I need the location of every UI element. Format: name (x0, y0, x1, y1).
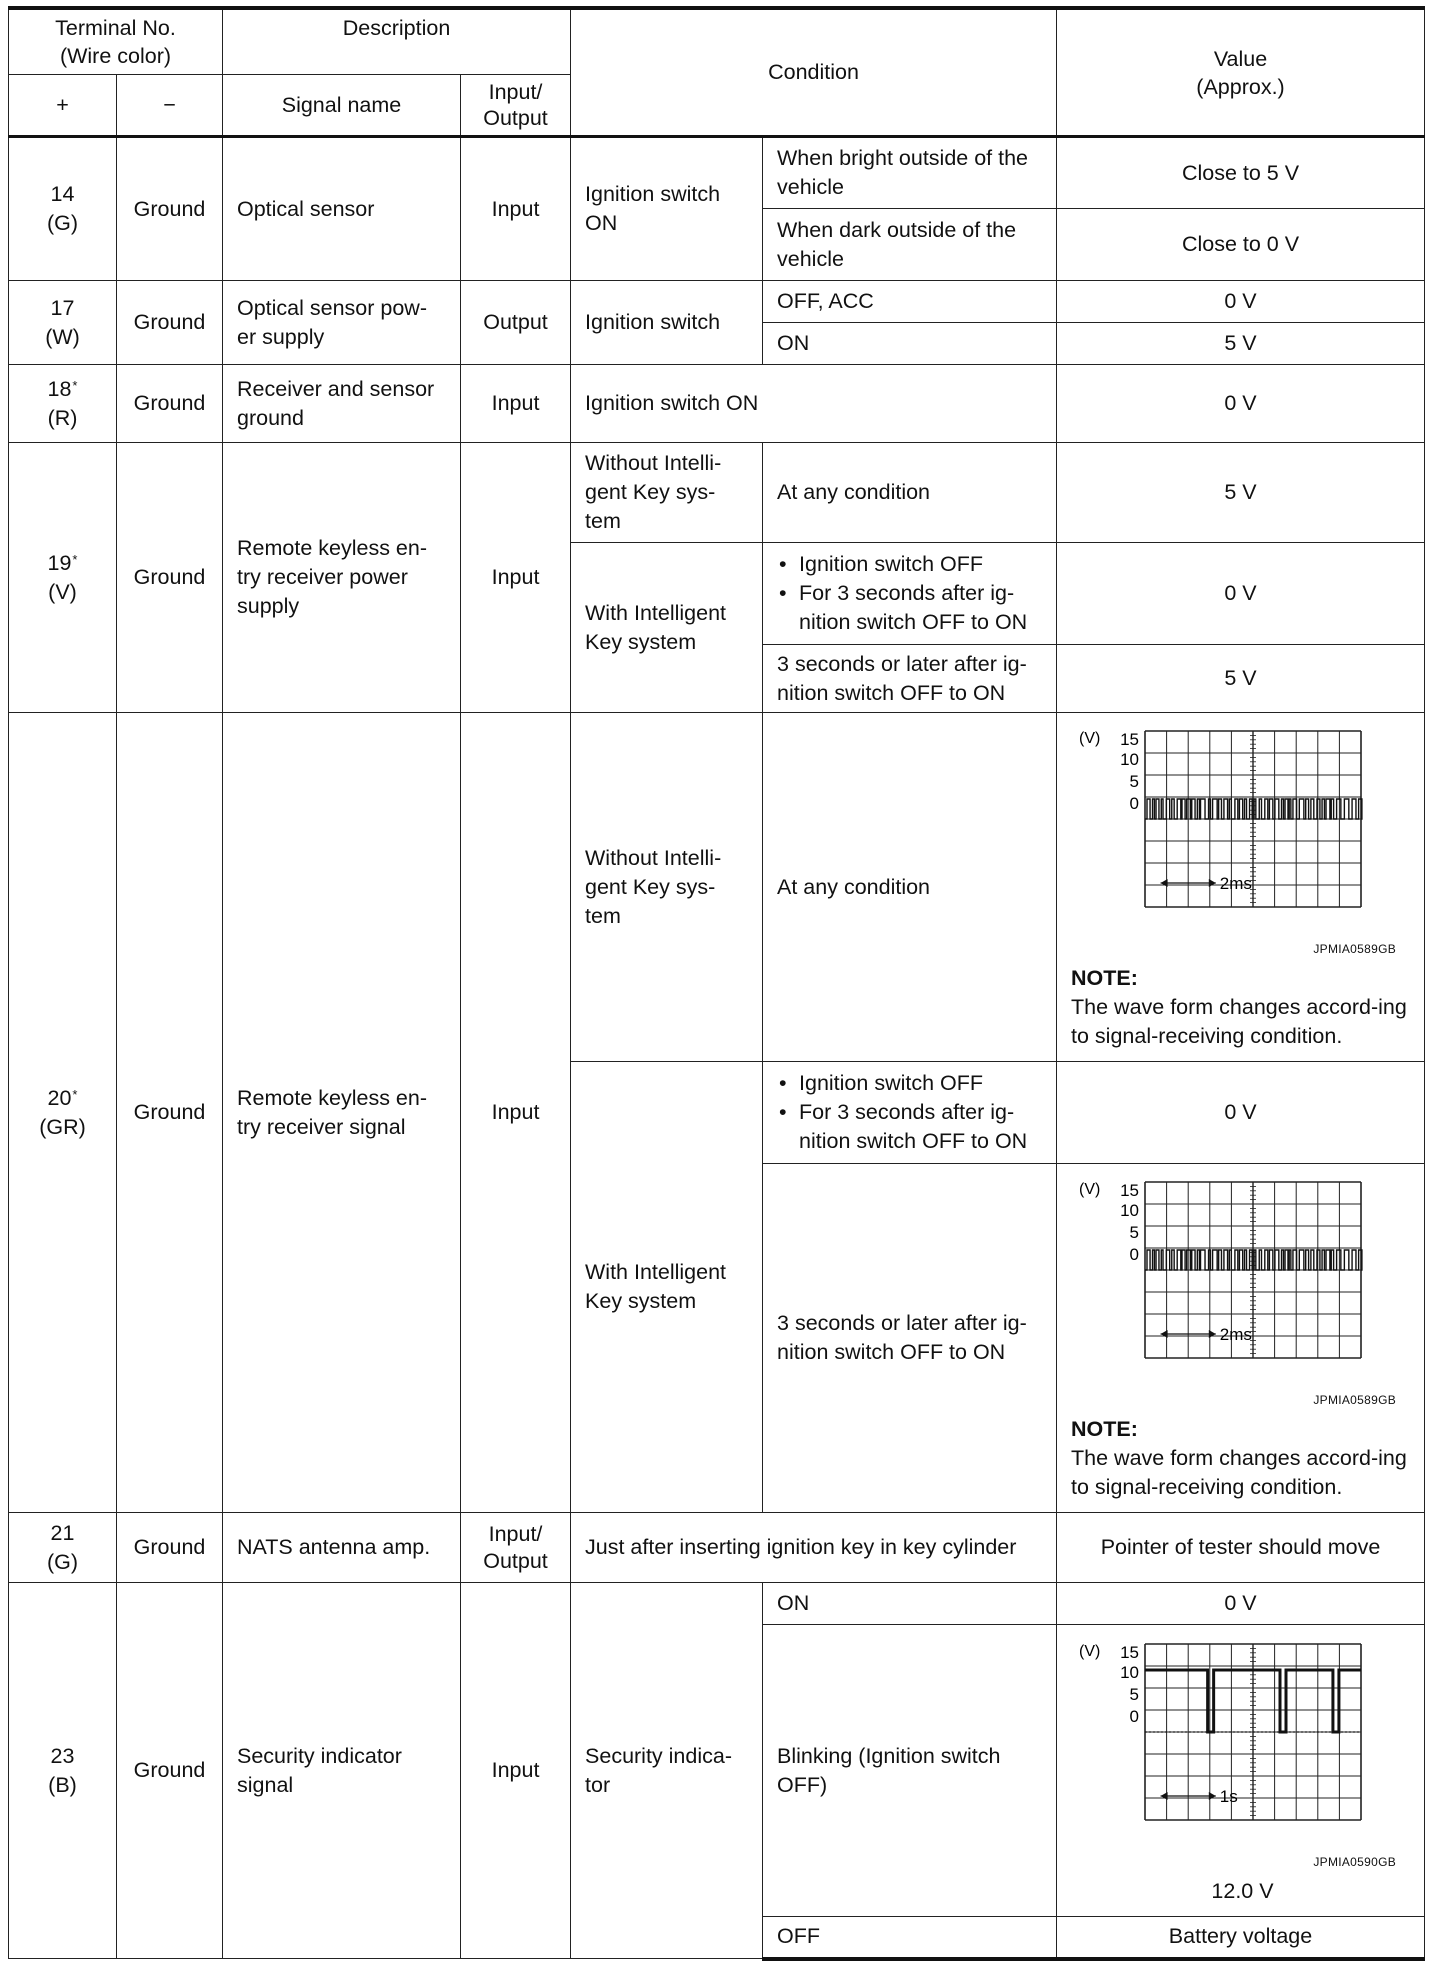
bullet-list (777, 1069, 1042, 1156)
io-cell (461, 1513, 571, 1583)
header-value-label: Value (1213, 46, 1268, 71)
condition-sub: At any condition (763, 713, 1057, 1062)
header-condition (571, 8, 1057, 137)
note-title: NOTE: (1071, 966, 1138, 990)
list-item: • Ignition switch OFF (777, 1069, 1042, 1098)
ground-cell: Ground (117, 281, 223, 365)
y-tick-label: 5 (1129, 1223, 1140, 1242)
list-item: • For 3 seconds after ig-nition switch OFF to ON (777, 1098, 1042, 1156)
header-plus-label: + (56, 92, 69, 117)
signal-name: Optical sensor pow-er supply (223, 281, 461, 365)
arrow-head-left (1161, 1330, 1168, 1338)
condition-sub: ON (763, 1583, 1057, 1625)
y-tick-label: 0 (1129, 1707, 1140, 1726)
condition-main: Ignition switch ON (571, 137, 763, 281)
terminal-cell (9, 365, 117, 443)
terminal-number: 21 (50, 1520, 75, 1545)
condition-main: With Intelligent Key system (571, 543, 763, 713)
list-item: • Ignition switch OFF (777, 550, 1042, 579)
note-title: NOTE: (1071, 1417, 1138, 1441)
condition-main: Without Intelli-gent Key sys-tem (571, 713, 763, 1062)
y-tick-label: 5 (1129, 1685, 1140, 1704)
header-signal-name-label: Signal name (281, 92, 402, 117)
header-minus-label: − (163, 92, 176, 117)
timebase-label: 2ms (1219, 1325, 1252, 1344)
signal-name: Optical sensor (223, 137, 461, 281)
ground-cell: Ground (117, 1513, 223, 1583)
terminal-number: 23 (50, 1743, 75, 1768)
condition-sub: At any condition (763, 443, 1057, 543)
table-row (9, 137, 1425, 209)
condition-sub: OFF (763, 1917, 1057, 1959)
value-cell: 0 V (1057, 281, 1425, 323)
table-row (9, 281, 1425, 323)
y-unit-label: (V) (1079, 1181, 1101, 1198)
value-cell: Close to 5 V (1057, 137, 1425, 209)
condition-main: Without Intelli-gent Key sys-tem (571, 443, 763, 543)
header-description (223, 8, 571, 75)
terminal-cell (9, 443, 117, 713)
condition-main: Just after inserting ignition key in key cylinder (571, 1513, 1057, 1583)
y-tick-label: 15 (1120, 1181, 1140, 1200)
value-cell (1057, 1164, 1425, 1513)
timebase-label: 1s (1219, 1787, 1238, 1806)
header-wire-color-label: (Wire color) (59, 44, 172, 68)
arrow-head-right (1209, 1792, 1216, 1800)
io-cell: Input (461, 137, 571, 281)
y-tick-label: 15 (1120, 1643, 1140, 1662)
header-terminal-no (9, 8, 223, 75)
header-plus (9, 75, 117, 137)
y-tick-label: 10 (1120, 750, 1140, 769)
io-cell: Input (461, 365, 571, 443)
condition-main: With Intelligent Key system (571, 1062, 763, 1513)
wire-color: (V) (48, 579, 77, 604)
arrow-head-right (1209, 1330, 1216, 1338)
signal-name: Remote keyless en-try receiver signal (223, 713, 461, 1513)
terminal-cell (9, 281, 117, 365)
waveform-a-svg (1071, 721, 1411, 941)
terminal-cell (9, 713, 117, 1513)
y-tick-label: 10 (1120, 1201, 1140, 1220)
io-cell: Input (461, 713, 571, 1513)
ground-cell: Ground (117, 365, 223, 443)
table-row (9, 443, 1425, 543)
value-cell: 0 V (1057, 365, 1425, 443)
header-condition-label: Condition (768, 60, 859, 84)
wire-color: (R) (47, 405, 78, 430)
waveform-figure (1071, 1634, 1411, 1854)
table-row (9, 713, 1425, 1062)
terminal-number: 19 (47, 550, 72, 575)
condition-sub: Blinking (Ignition switch OFF) (763, 1625, 1057, 1917)
io-input-label: Input/ (488, 1521, 543, 1546)
waveform-figure (1071, 721, 1411, 941)
ground-cell: Ground (117, 443, 223, 713)
terminal-cell (9, 1583, 117, 1959)
condition-sub: 3 seconds or later after ig-nition switch OFF to ON (763, 645, 1057, 713)
value-cell (1057, 1625, 1425, 1917)
header-terminal-no-label: Terminal No. (55, 16, 176, 40)
header-input-label: Input/ (488, 80, 543, 104)
ground-cell: Ground (117, 713, 223, 1513)
value-cell: 0 V (1057, 1062, 1425, 1164)
condition-main: Security indica-tor (571, 1583, 763, 1959)
signal-trace (1145, 799, 1362, 819)
header-approx-label: (Approx.) (1196, 74, 1285, 99)
value-cell: Pointer of tester should move (1057, 1513, 1425, 1583)
wire-color: (B) (48, 1772, 77, 1797)
terminal-number: 18 (47, 376, 72, 401)
footnote-mark: * (72, 551, 78, 567)
condition-sub: When dark outside of the vehicle (763, 209, 1057, 281)
wire-color: (G) (46, 211, 79, 235)
y-unit-label: (V) (1079, 1643, 1101, 1660)
waveform-figure (1071, 1172, 1411, 1392)
signal-name: NATS antenna amp. (223, 1513, 461, 1583)
condition-sub: When bright outside of the vehicle (763, 137, 1057, 209)
footnote-mark: * (72, 1086, 78, 1102)
ground-cell: Ground (117, 137, 223, 281)
condition-sub: ON (763, 323, 1057, 365)
arrow-head-right (1209, 879, 1216, 887)
condition-sub (763, 543, 1057, 645)
condition-main: Ignition switch (571, 281, 763, 365)
figure-id: JPMIA0590GB (1313, 1855, 1397, 1869)
header-value (1057, 8, 1425, 137)
io-cell: Input (461, 443, 571, 713)
arrow-head-left (1161, 1792, 1168, 1800)
terminal-cell (9, 1513, 117, 1583)
waveform-c-svg (1071, 1634, 1411, 1854)
table-row (9, 1513, 1425, 1583)
value-cell: Close to 0 V (1057, 209, 1425, 281)
value-caption: 12.0 V (1211, 1879, 1274, 1903)
terminal-spec-table (8, 6, 1425, 1961)
condition-sub (763, 1062, 1057, 1164)
header-output-label: Output (483, 106, 548, 130)
signal-name: Receiver and sensor ground (223, 365, 461, 443)
value-cell: Battery voltage (1057, 1917, 1425, 1959)
header-minus (117, 75, 223, 137)
value-cell: 5 V (1057, 645, 1425, 713)
condition-main: Ignition switch ON (571, 365, 1057, 443)
value-cell (1057, 713, 1425, 1062)
table-row (9, 1583, 1425, 1625)
waveform-b-svg (1071, 1172, 1411, 1392)
bullet-list (777, 550, 1042, 637)
list-item: • For 3 seconds after ig-nition switch OFF to ON (777, 579, 1042, 637)
condition-sub: 3 seconds or later after ig-nition switch OFF to ON (763, 1164, 1057, 1513)
signal-trace (1145, 1250, 1362, 1270)
value-cell: 5 V (1057, 443, 1425, 543)
figure-id: JPMIA0589GB (1313, 1393, 1397, 1407)
y-tick-label: 15 (1120, 730, 1140, 749)
value-cell: 0 V (1057, 1583, 1425, 1625)
terminal-number: 17 (50, 295, 75, 320)
wire-color: (W) (45, 324, 80, 349)
footnote-mark: * (72, 377, 78, 393)
header-input-output (461, 75, 571, 137)
figure-id: JPMIA0589GB (1313, 942, 1397, 956)
signal-name: Remote keyless en-try receiver power supply (223, 443, 461, 713)
terminal-cell (9, 137, 117, 281)
wire-color: (GR) (39, 1114, 86, 1139)
y-tick-label: 0 (1129, 794, 1140, 813)
y-tick-label: 5 (1129, 772, 1140, 791)
table-row (9, 365, 1425, 443)
io-cell: Input (461, 1583, 571, 1959)
timebase-label: 2ms (1219, 874, 1252, 893)
condition-sub: OFF, ACC (763, 281, 1057, 323)
y-unit-label: (V) (1079, 730, 1101, 747)
arrow-head-left (1161, 879, 1168, 887)
io-cell: Output (461, 281, 571, 365)
y-tick-label: 10 (1120, 1663, 1140, 1682)
value-cell: 5 V (1057, 323, 1425, 365)
spec-table-page (8, 6, 1425, 1961)
io-output-label: Output (483, 1548, 548, 1573)
ground-cell: Ground (117, 1583, 223, 1959)
value-cell: 0 V (1057, 543, 1425, 645)
terminal-number: 14 (50, 182, 75, 206)
note-text: The wave form changes accord-ing to signal-receiving condition. (1071, 1446, 1407, 1499)
signal-name: Security indicator signal (223, 1583, 461, 1959)
note-text: The wave form changes accord-ing to signal-receiving condition. (1071, 995, 1407, 1048)
terminal-number: 20 (47, 1085, 72, 1110)
wire-color: (G) (46, 1549, 79, 1574)
header-signal-name (223, 75, 461, 137)
header-description-label: Description (342, 16, 451, 40)
y-tick-label: 0 (1129, 1245, 1140, 1264)
